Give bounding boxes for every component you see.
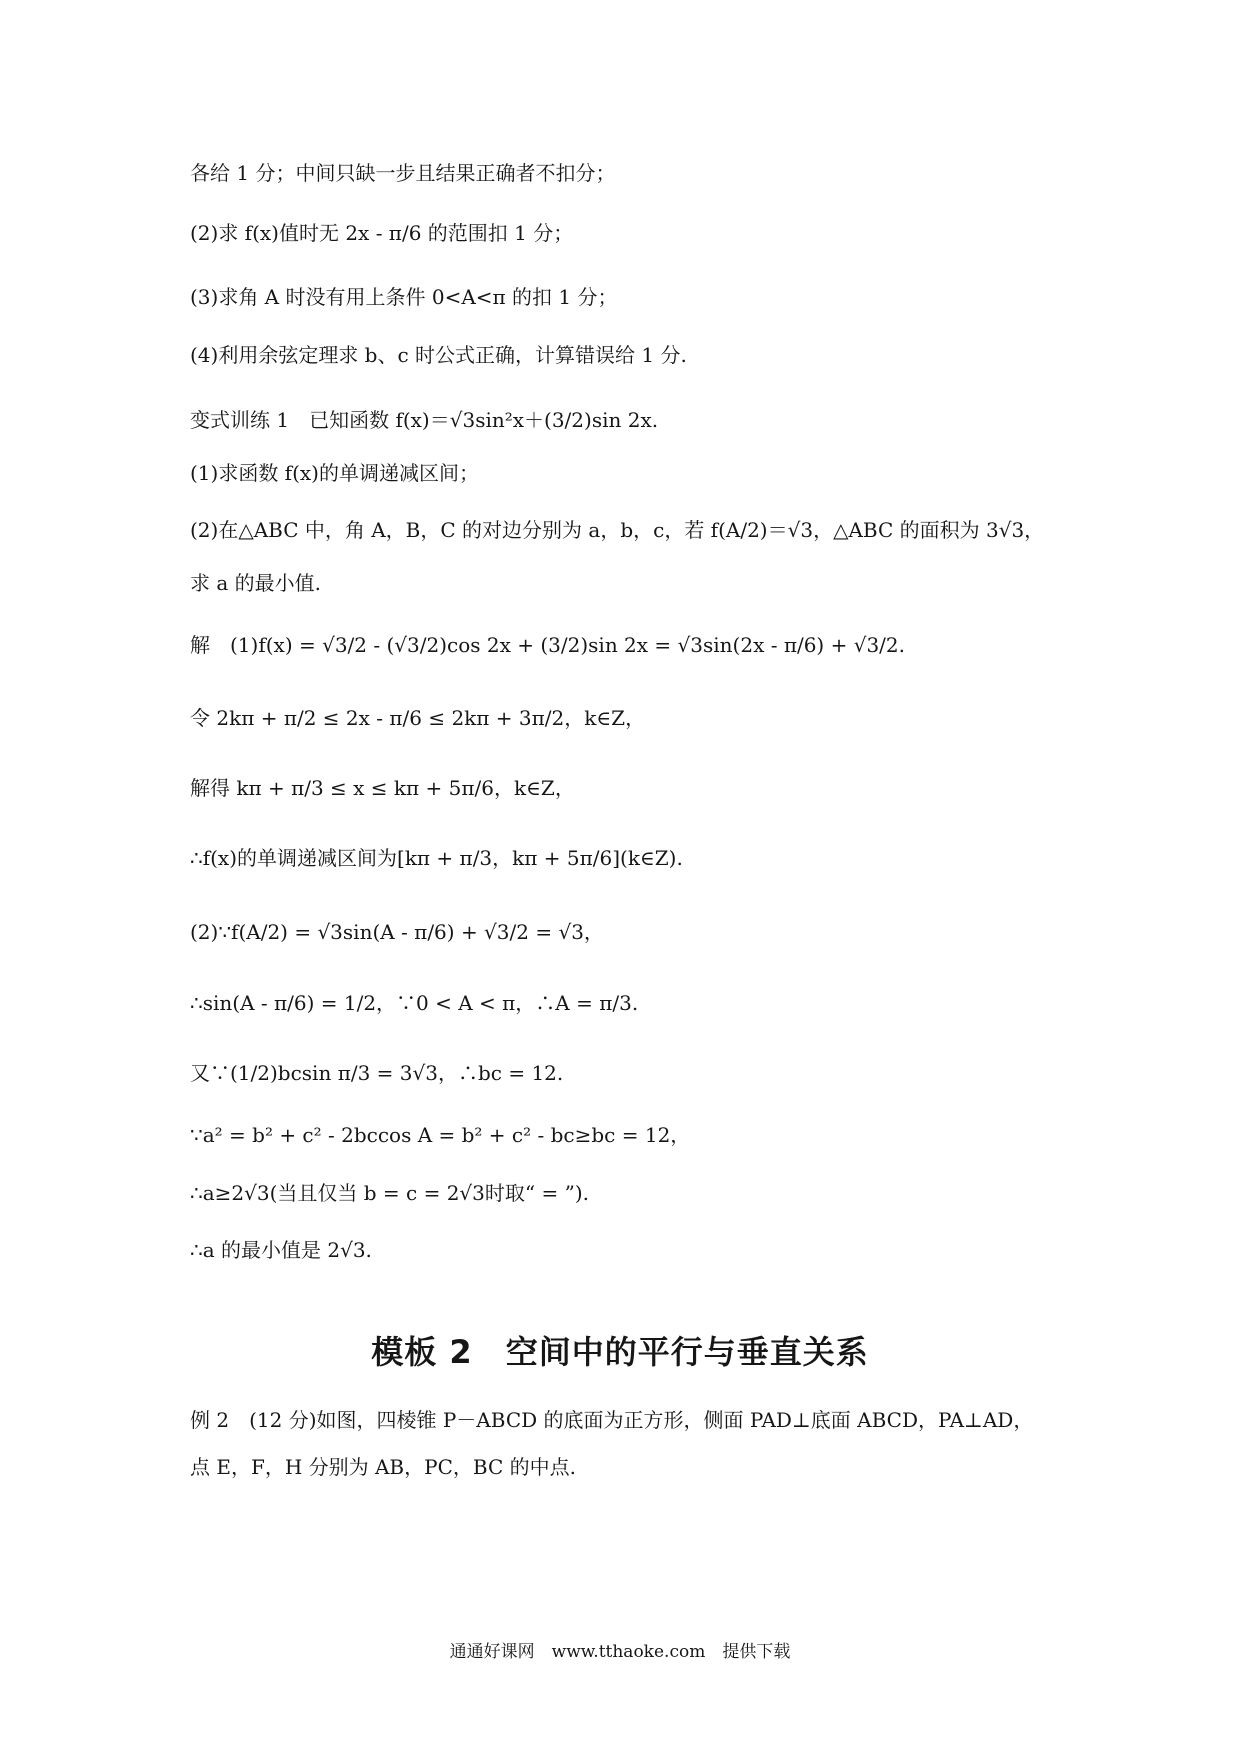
scoring-note-2: (2)求 f(x)值时无 2x - π/6 的范围扣 1 分；	[190, 221, 574, 245]
scoring-note-4: (4)利用余弦定理求 b、c 时公式正确，计算错误给 1 分.	[190, 343, 687, 367]
exercise-part-2-cont: 求 a 的最小值.	[190, 571, 321, 595]
solution-step-2: 令 2kπ + π/2 ≤ 2x - π/6 ≤ 2kπ + 3π/2，k∈Z，	[190, 706, 646, 730]
page-footer: 通通好课网 www.tthaoke.com 提供下载	[449, 1642, 791, 1662]
solution-step-3: 解得 kπ + π/3 ≤ x ≤ kπ + 5π/6，k∈Z，	[190, 776, 575, 800]
exercise-part-1: (1)求函数 f(x)的单调递减区间；	[190, 461, 479, 485]
solution-step-7: 又∵(1/2)bcsin π/3 = 3√3，∴bc = 12.	[190, 1061, 564, 1085]
solution-step-1: 解 (1)f(x) = √3/2 - (√3/2)cos 2x + (3/2)sin 2x = √3sin(2x - π/6) + √3/2.	[190, 633, 905, 657]
example-2-statement-cont: 点 E，F，H 分别为 AB，PC，BC 的中点.	[190, 1455, 576, 1479]
scoring-note-3: (3)求角 A 时没有用上条件 0<A<π 的扣 1 分；	[190, 285, 618, 309]
solution-step-6: ∴sin(A - π/6) = 1/2，∵0 < A < π，∴A = π/3.	[190, 991, 639, 1015]
solution-step-5: (2)∵f(A/2) = √3sin(A - π/6) + √3/2 = √3，	[190, 920, 604, 944]
solution-step-4: ∴f(x)的单调递减区间为[kπ + π/3，kπ + 5π/6](k∈Z).	[190, 846, 683, 870]
solution-step-8: ∵a² = b² + c² - 2bccos A = b² + c² - bc≥bc = 12，	[190, 1123, 691, 1147]
exercise-statement: 变式训练 1 已知函数 f(x)＝√3sin²x＋(3/2)sin 2x.	[190, 408, 659, 432]
solution-step-9: ∴a≥2√3(当且仅当 b = c = 2√3时取“ = ”).	[190, 1181, 589, 1205]
example-2-statement: 例 2 (12 分)如图，四棱锥 P－ABCD 的底面为正方形，侧面 PAD⊥底面 ABCD，PA⊥AD，	[190, 1408, 1034, 1432]
solution-step-10: ∴a 的最小值是 2√3.	[190, 1238, 372, 1262]
scoring-note-line: 各给 1 分；中间只缺一步且结果正确者不扣分；	[190, 161, 616, 185]
section-heading: 模板 2 空间中的平行与垂直关系	[371, 1333, 869, 1371]
exercise-part-2: (2)在△ABC 中，角 A，B，C 的对边分别为 a，b，c，若 f(A/2)＝√3，△ABC 的面积为 3√3，	[190, 518, 1045, 542]
